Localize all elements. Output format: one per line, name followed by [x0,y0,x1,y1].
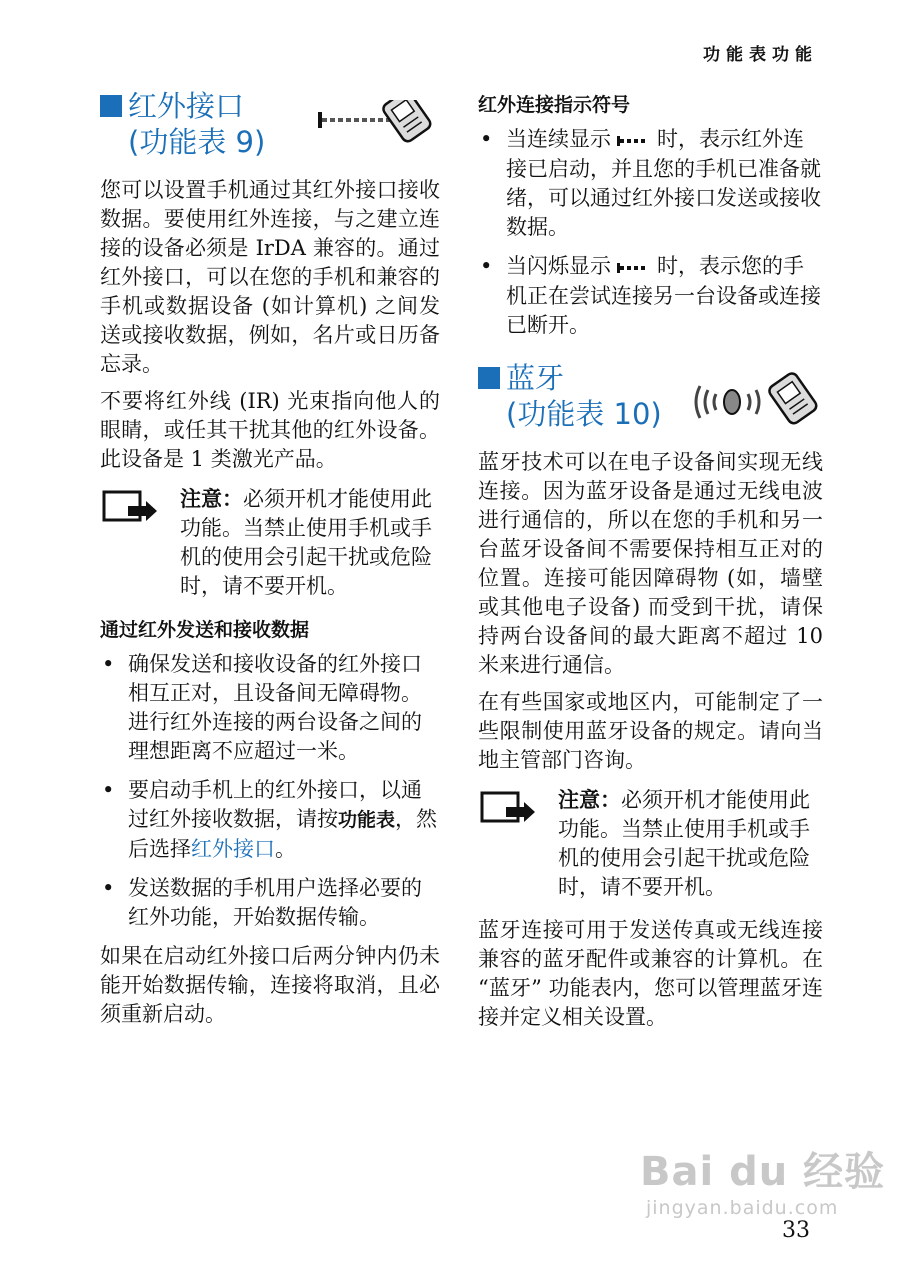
baidu-watermark [640,1140,885,1219]
bluetooth-intro-paragraph: 蓝牙技术可以在电子设备间实现无线连接。因为蓝牙设备是通过无线电波进行通信的，所以在您的手机和另一台蓝牙设备间不需要保持相互正对的位置。连接可能因障碍物 (如，墙壁或其他电子设备) 而受到干扰，请保持两台设备间的最大距离不超过 10 米来进行通信。 [478,450,823,677]
left-column [100,88,440,1037]
list-item: • 确保发送和接收设备的红外接口相互正对，且设备间无障碍物。进行红外连接的两台设备之间的理想距离不应超过一米。 [102,652,422,763]
note-label: 注意： [180,486,243,511]
infrared-warning-paragraph: 不要将红外线 (IR) 光束指向他人的眼睛，或任其干扰其他的红外设备。此设备是 1 类激光产品。 [100,389,440,471]
list-item: • 发送数据的手机用户选择必要的红外功能，开始数据传输。 [102,876,422,929]
infrared-title: 红外接口 [128,89,245,123]
section-square-icon [478,367,500,389]
infrared-indicator-icon [617,253,651,282]
list-item: • 当连续显示 时，表示红外连接已启动，并且您的手机已准备就绪，可以通过红外接口发送或接收数据。 [480,127,821,239]
menu-key-label: 功能表 [338,809,396,831]
indicator-list [478,125,823,340]
bluetooth-usage-paragraph: 蓝牙连接可用于发送传真或无线连接兼容的蓝牙配件或兼容的计算机。在 “蓝牙” 功能表内，您可以管理蓝牙连接并定义相关设置。 [478,918,823,1029]
page-number: 33 [782,1218,810,1243]
bluetooth-title-menu-number: (功能表 10) [506,397,662,431]
send-receive-list [100,650,440,932]
note-text: 必须开机才能使用此功能。当禁止使用手机或手机的使用会引起干扰或危险时，请不要开机。 [558,788,810,899]
right-column [478,88,823,1040]
infrared-phone-illustration [312,100,440,152]
watermark-logo-text: Bai du 经验 [640,1149,886,1195]
bluetooth-phone-illustration [692,372,822,436]
running-header: 功能表功能 [703,45,818,65]
bluetooth-note [478,785,823,902]
section-square-icon [100,95,122,117]
bluetooth-regulation-paragraph: 在有些国家或地区内，可能制定了一些限制使用蓝牙设备的规定。请向当地主管部门咨询。 [478,690,823,772]
infrared-timeout-paragraph: 如果在启动红外接口后两分钟内仍未能开始数据传输，连接将取消，且必须重新启动。 [100,944,440,1026]
infrared-note [100,484,440,601]
infrared-intro-paragraph: 您可以设置手机通过其红外接口接收数据。要使用红外连接，与之建立连接的设备必须是 IrDA 兼容的。通过红外接口，可以在您的手机和兼容的手机或数据设备 (如计算机) 之间发送或接收数据，例如，名片或日历备忘录。 [100,178,440,376]
send-receive-heading: 通过红外发送和接收数据 [100,619,310,641]
watermark-url: jingyan.baidu.com [646,1197,839,1219]
list-item: • 要启动手机上的红外接口，以通过红外接收数据，请按功能表，然后选择红外接口。 [102,778,438,861]
infrared-title-menu-number: (功能表 9) [128,125,266,159]
note-text: 必须开机才能使用此功能。当禁止使用手机或手机的使用会引起干扰或危险时，请不要开机。 [180,487,432,598]
note-hand-icon [102,490,160,530]
bluetooth-title: 蓝牙 [506,361,565,395]
indicator-heading: 红外连接指示符号 [478,94,631,116]
note-hand-icon [480,791,538,831]
list-item: • 当闪烁显示 时，表示您的手机正在尝试连接另一台设备或连接已断开。 [480,254,821,337]
infrared-indicator-icon [617,126,651,155]
note-label: 注意： [558,787,621,812]
infrared-menu-link[interactable]: 红外接口 [191,837,275,861]
